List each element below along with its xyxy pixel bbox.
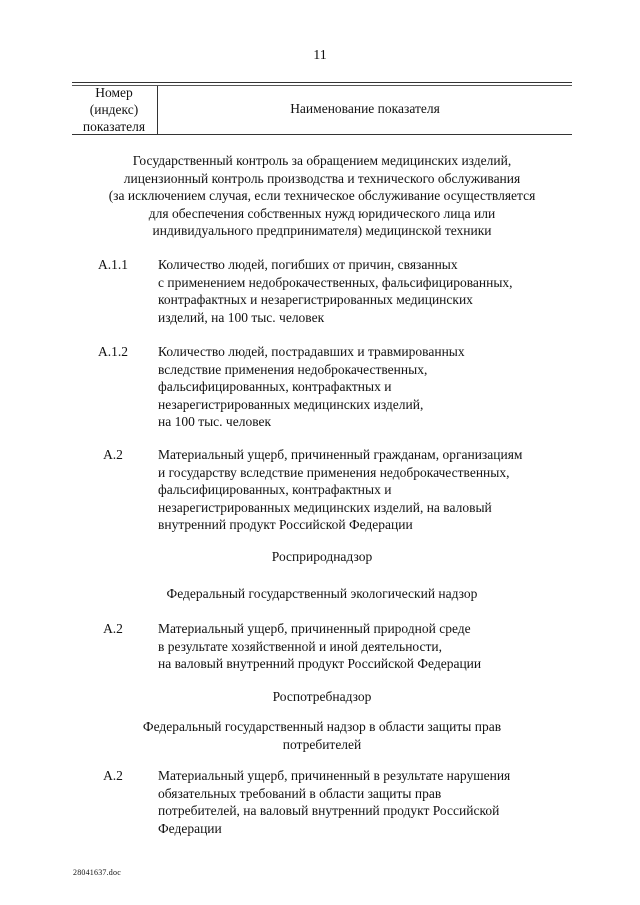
indicator-code: А.1.1 <box>98 257 128 272</box>
section-title-consumer-rights: Федеральный государственный надзор в области защиты прав потребителей <box>142 719 502 752</box>
section-title-ecological-supervision: Федеральный государственный экологический надзор <box>166 586 478 601</box>
table-header <box>72 82 572 134</box>
section-title-medical-devices: Государственный контроль за обращением медицинских изделий, лицензионный контроль производства и технического обслуживания (за исключением случая, если техническое обслуживание осуществляется для обеспечения собственных нужд юридического лица или индивидуального предпринимателя) медицинской техники <box>108 153 536 239</box>
agency-title-rospotrebnadzor: Роспотребнадзор <box>272 689 372 704</box>
indicator-text: Количество людей, погибших от причин, связанных с применением недоброкачественных, фальсифицированных, контрафактных и незарегистрированных медицинских изделий, на 100 тыс. человек <box>158 257 513 325</box>
footer-filename: 28041637.doc <box>73 868 121 877</box>
indicator-text: Количество людей, пострадавших и травмированных вследствие применения недоброкачественных, фальсифицированных, контрафактных и незарегистрированных медицинских изделий, на 100 тыс. человек <box>158 344 465 430</box>
name-column-header: Наименование показателя <box>290 101 440 116</box>
index-column-header: Номер (индекс) показателя <box>82 85 146 134</box>
indicator-text: Материальный ущерб, причиненный природной среде в результате хозяйственной и иной деятельности, на валовый внутренний продукт Российской Федерации <box>158 621 482 672</box>
indicator-text: Материальный ущерб, причиненный в результате нарушения обязательных требований в области защиты прав потребителей, на валовый внутренний продукт Российской Федерации <box>158 768 511 836</box>
header-top-rule <box>72 82 572 83</box>
indicator-code: А.2 <box>103 621 123 636</box>
page-number: 11 <box>313 48 327 63</box>
indicator-text: Материальный ущерб, причиненный гражданам, организациям и государству вследствие применения недоброкачественных, фальсифицированных, контрафактных и незарегистрированных медицинских изделий, на валовый внутренний продукт Российской Федерации <box>158 447 523 533</box>
indicator-code: А.2 <box>103 768 123 783</box>
indicator-code: А.1.2 <box>98 344 128 359</box>
indicator-code: А.2 <box>103 447 123 462</box>
agency-title-rosprirodnadzor: Росприроднадзор <box>271 549 373 564</box>
